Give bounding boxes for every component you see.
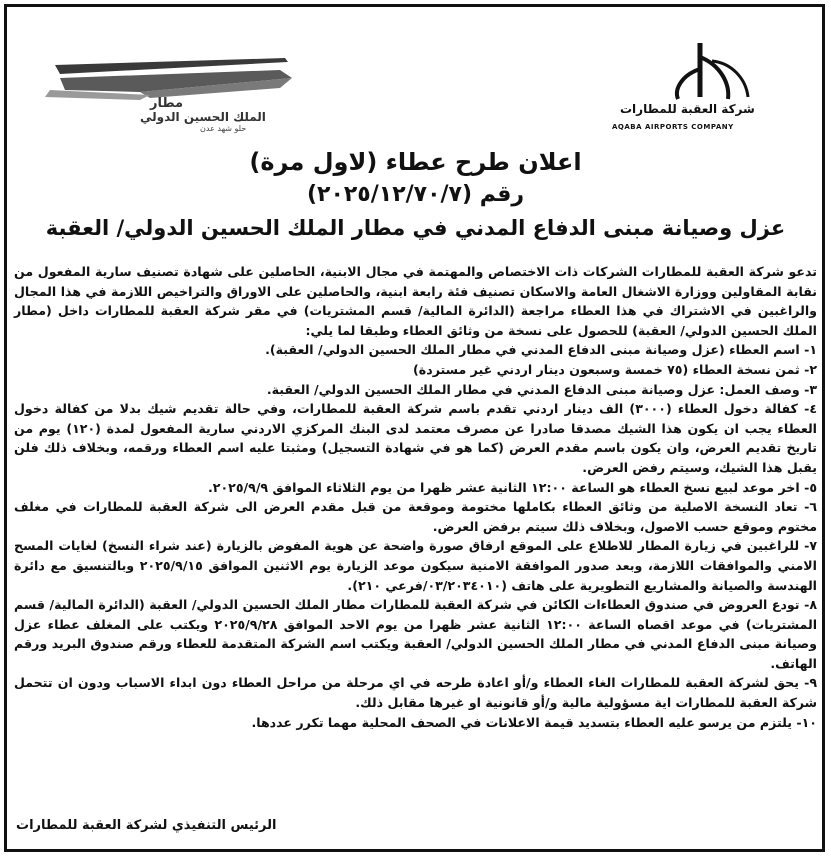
airport-logo (30, 40, 320, 140)
tender-number: رقم (٢٠٢٥/١٢/٧٠/٧) (306, 182, 525, 207)
clause-5: ٥- اخر موعد لبيع نسخ العطاء هو الساعة ١٢:٠٠ الثانية عشر ظهرا من يوم الثلاثاء الموافق ٢٠٢٥/٩/٩. (207, 479, 817, 495)
clause-4: ٤- كفالة دخول العطاء (٣٠٠٠) الف دينار اردني تقدم باسم شركة العقبة للمطارات، وفي حالة تقديم شيك بدلا من كفالة دخول العطاء يجب ان يكون هذا الشيك مصدقا صادرا عن مصرف معتمد لدى البنك المركزي الاردني سارية المفعول لمدة (١٢٠) يوم من تاريخ تقديم العرض، وان يكون باسم مقدم العرض (كما هو في شهادة التسجيل) ومثبتا عليه اسم العطاء ورقمه، وبخلاف ذلك فلن يقبل هذا الشيك، وسيتم رفض العرض. (14, 401, 817, 475)
clause-8: ٨- تودع العروض في صندوق العطاءات الكائن في شركة العقبة للمطارات مطار الملك الحسين الدولي/ العقبة (الدائرة المالية/ قسم المشتريات) في موعد اقصاه الساعة ١٢:٠٠ الثانية عشر ظهرا من يوم الاحد الموافق ٢٠٢٥/٩/٢٨ ويكتب على المغلف عطاء عزل وصيانة مبنى الدفاع المدني في مطار الملك الحسين الدولي/ العقبة ويكتب اسم الشركة المتقدمة للعطاء ورقم صندوق البريد ورقم الهاتف. (14, 597, 818, 671)
tender-subject: عزل وصيانة مبنى الدفاع المدني في مطار الملك الحسين الدولي/ العقبة (45, 216, 786, 240)
clause-7: ٧- للراغبين في زيارة المطار للاطلاع على الموقع ارفاق صورة واضحة عن هوية المفوض بالزيارة (عند شراء النسخ) لغايات المسح الامني والموافقات اللازمة، وبعد صدور الموافقة الامنية سيكون موعد الزيارة يوم الاثنين الموافق ٢٠٢٥/٩/١٥ وبالتنسيق مع دائرة الهندسة والصيانة والمشاريع التطويرية على هاتف (٠٣/٢٠٣٤٠١٠/فرعي ٢١٠). (14, 538, 817, 593)
airport-tagline: حلو شهد عدن (200, 124, 247, 133)
airport-name-line1: مطار (150, 96, 184, 111)
clause-1: ١- اسم العطاء (عزل وصيانة مبنى الدفاع المدني في مطار الملك الحسين الدولي/ العقبة). (265, 342, 817, 358)
airport-name-line2: الملك الحسين الدولي (140, 110, 266, 124)
clause-2: ٢- ثمن نسخة العطاء (٧٥ خمسة وسبعون دينار اردني غير مستردة) (413, 361, 817, 377)
clause-6: ٦- تعاد النسخة الاصلية من وثائق العطاء بكاملها مختومة وموقعة من قبل مقدم العرض الى شركة العقبة للمطارات في مغلف مختوم وموقع حسب الاصول، وبخلاف ذلك سيتم برفض العرض. (14, 499, 817, 534)
clause-3: ٣- وصف العمل: عزل وصيانة مبنى الدفاع المدني في مطار الملك الحسين الدولي/ العقبة. (266, 381, 817, 397)
company-name-latin: AQABA AIRPORTS COMPANY (612, 123, 734, 131)
clause-9: ٩- يحق لشركة العقبة للمطارات الغاء العطاء و/أو اعادة طرحه في اي مرحلة من مراحل العطاء دون ابداء الاسباب ودون ان تتحمل شركة العقبة للمطارات اية مسؤولية مالية و/أو قانونية او غيرها مقابل ذلك. (14, 675, 817, 711)
heading-title: اعلان طرح عطاء (لاول مرة) (249, 148, 582, 176)
intro-paragraph: تدعو شركة العقبة للمطارات الشركات ذات الاختصاص والمهتمة في مجال الابنية، الحاصلين على شهادة تصنيف سارية المفعول من نقابة المقاولين ووزارة الاشغال العامة والاسكان تصنيف فئة رابعة ابنية، والحاصلين على الاوراق والتراخيص اللازمة في هذا المجال والراغبين في الاشتراك في هذا العطاء مراجعة (الدائرة المالية/ قسم المشتريات) في مقر شركة العقبة للمطارات داخل (مطار الملك الحسين الدولي/ العقبة) للحصول على نسخة من وثائق العطاء وطبقا لما يلي: (14, 264, 817, 338)
signature: الرئيس التنفيذي لشركة العقبة للمطارات (16, 818, 277, 833)
announcement-heading (0, 145, 831, 245)
company-name-arabic: شركة العقبة للمطارات (620, 102, 755, 116)
clause-10: ١٠- يلتزم من يرسو عليه العطاء بتسديد قيمة الاعلانات في الصحف المحلية مهما تكرر عددها. (251, 714, 817, 730)
announcement-body (14, 262, 817, 732)
